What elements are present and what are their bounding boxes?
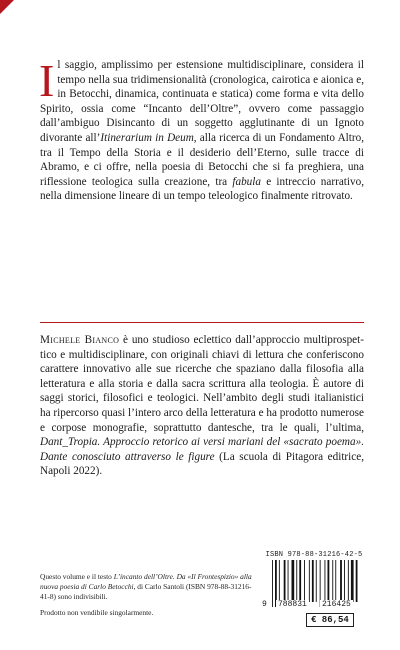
intro-paragraph <box>39 55 365 204</box>
note-italic: L’incanto dell’Oltre. Da «Il Frontespizio» alla nuova poesia di Carlo Betocchi <box>40 572 252 592</box>
barcode-digits-left: 788831 <box>278 600 307 609</box>
barcode-digits-right: 216425 <box>322 600 351 609</box>
intro-text-1: l saggio, amplissimo per estensione multidisciplinare, considera il tempo nella sua tridimensionalità (cronologica, cairotica e aionica e, in Betocchi, dinamica, continuata e statica) come forma e vita dello Spirito, ossia come “Incanto dell’Oltre”, ovvero come passaggio dall’ambiguo Disincanto di un soggetto agglutinante di un Ignoto divorante all’ <box>40 59 364 144</box>
intro-italic-2: fabula <box>232 175 261 188</box>
intro-italic-1: Itinerarium in Deum <box>100 131 194 144</box>
isbn-label: ISBN 978-88-31216-42-5 <box>265 551 363 559</box>
intro-text-2: , alla ricerca di un Fondamento Altro, tra il Tempo della Storia e il desiderio dell’Eterno, sulle tracce di Abramo, e ci offre, nella poesia di Betocchi che si fa preghiera, una riflessione teologica sulla creazione, tra <box>40 131 365 188</box>
bio-titles: Dant_Tropia. Approccio retorico ai versi mariani del «sacrato poema». Dante conosciuto attraverso le figure <box>40 436 364 463</box>
barcode-block <box>262 551 366 633</box>
author-bio <box>40 333 364 479</box>
divider-rule <box>40 322 364 323</box>
corner-accent <box>0 0 14 14</box>
bio-text-1: è uno studioso eclettico dall’approccio multiprospettico e multidisciplinare, con originali chiavi di lettura che conferiscono carattere innovativo alle sue ricerche che spaziano dalla filosofia alla letteratura e alla storia e dalla sacra scrittura alla teologia. È autore di saggi storici, filosofici e teologici. Nell’ambito degli studi italianistici ha ripercorso quasi l’intero arco della letteratura e ha prodotto numerose e corpose monografie, soprattutto dantesche, tra le quali, l’ultima, <box>40 334 364 434</box>
drop-cap: I <box>39 55 55 106</box>
intro-text-3: e intreccio narrativo, nella dimensione lineare di un tempo teleologico finalmente ritrovato. <box>40 175 364 203</box>
note-not-for-sale: Prodotto non vendibile singolarmente. <box>40 607 154 617</box>
barcode-digit-first: 9 <box>262 600 267 609</box>
note-text-2: , di Carlo Santoli (ISBN 978-88-31216-41-8) sono indivisibili. <box>40 582 252 602</box>
sale-note <box>40 572 260 623</box>
price-tag: € 86,54 <box>306 613 354 627</box>
author-name: Michele Bianco <box>40 334 120 346</box>
note-text-1: Questo volume e il testo <box>40 572 114 581</box>
note-paragraph <box>40 572 260 603</box>
bio-text-2: (La scuola di Pitagora editrice, Napoli 2022). <box>40 450 364 478</box>
